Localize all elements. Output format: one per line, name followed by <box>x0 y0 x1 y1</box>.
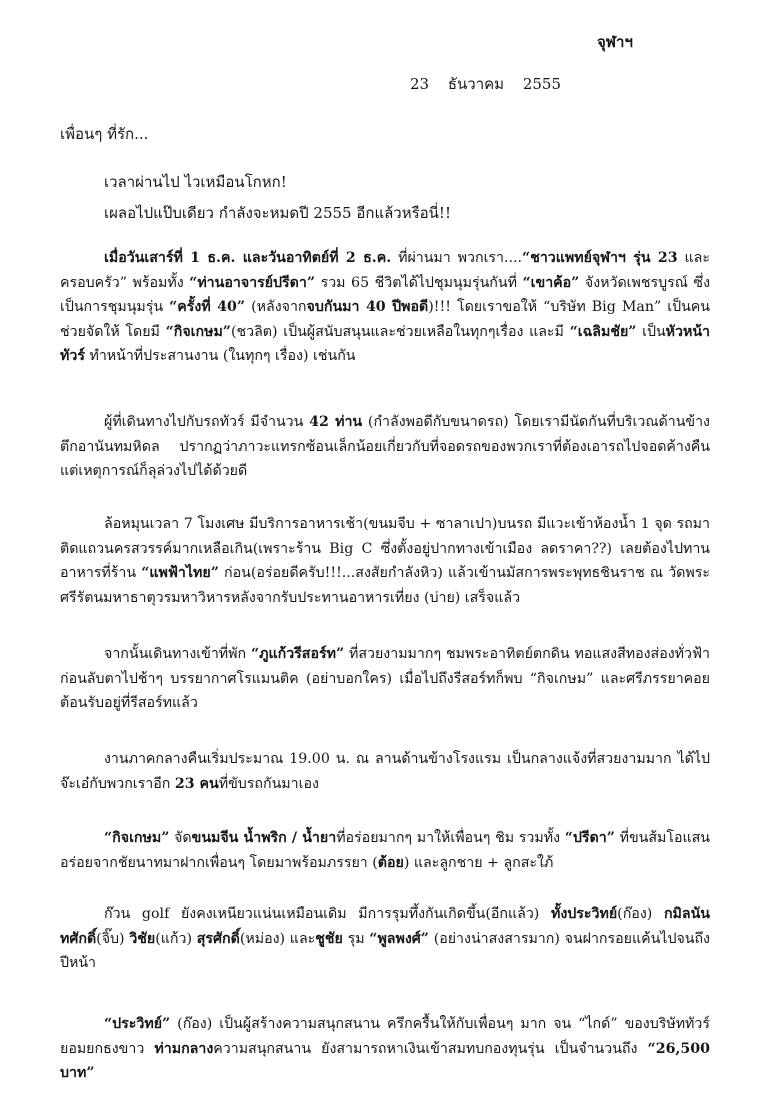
p6-t6: ที่ขนส้มโอแสนอร่อยจากชัยนาทมาฝากเพื่อนๆ โดยมาพร้อมภรรยา ( <box>60 830 711 871</box>
p7-t8: สุรศักดิ์ <box>196 930 240 947</box>
date-month: ธันวาคม <box>447 75 505 93</box>
date-day: 23 <box>410 75 430 93</box>
p6-t1: “กิจเกษม” <box>104 830 170 846</box>
p1-t7: “เขาค้อ” <box>522 274 580 291</box>
p1-t11: จบกันมา 40 ปีพอดี <box>306 299 429 315</box>
p1-t4: และครอบครัว” พร้อมทั้ง <box>60 250 710 291</box>
paragraph-bus-trip <box>60 410 710 484</box>
p2-t3: (กำลังพอดีกับขนาดรถ) โดยเรามีนัดกันที่บริเวณด้านข้างตึกอานันทมหิดล ปรากฏว่าภาวะแทรกซ้อนเล็กน้อยเกี่ยวกับที่จอดรถของพวกเราที่ต้องเอารถไปจอดค้างคืน แต่เหตุการณ์ก็ลุล่วงไปได้ด้วยดี <box>60 414 710 479</box>
p4-t2: “ภูแก้วรีสอร์ท” <box>250 646 345 662</box>
p1-t12: )!!! โดยเราขอให้ “บริษัท Big Man” เป็นคนช่วยจัดให้ โดยมี <box>60 299 711 340</box>
p6-t7: ต้อย <box>377 854 404 871</box>
p4-t1: จากนั้นเดินทางเข้าที่พัก <box>104 646 251 662</box>
paragraph-resort <box>60 642 710 716</box>
p5-t2: 23 คน <box>174 775 219 792</box>
p1-t2: ที่ผ่านมา พวกเรา.... <box>391 250 523 266</box>
line-time-flies: เวลาผ่านไป ไวเหมือนโกหก! <box>104 173 287 191</box>
p4-t3: ที่สวยงามมากๆ ชมพระอาทิตย์ตกดิน ทอแสงสีทองส่องทั่วฟ้าก่อนลับตาไปช้าๆ บรรยากาศโรแมนติค (อย่าบอกใคร) เมื่อไปถึงรีสอร์ทก็พบ “กิจเกษม” และศรีภรรยาคอยต้อนรับอยู่ที่รีสอร์ทแล้ว <box>60 646 710 711</box>
p7-t12: “พูลพงศ์” <box>369 930 429 947</box>
p1-t6: รวม 65 ชีวิตได้ไปชุมนุมรุ่นกันที่ <box>315 274 523 291</box>
p1-t5: “ท่านอาจารย์ปรีดา” <box>189 274 316 291</box>
p7-t3: (ก๊อง) <box>617 906 664 922</box>
p5-t1: งานภาคกลางคืนเริ่มประมาณ 19.00 น. ณ ลานด้านข้างโรงแรม เป็นกลางแจ้งที่สวยงามมาก ได้ไปจ๊ะเอ๋กับพวกเราอีก <box>60 751 710 792</box>
p7-t6: วิชัย <box>129 930 156 947</box>
p7-t7: (แก้ว) <box>155 930 197 947</box>
paragraph-reunion <box>60 246 710 369</box>
p1-t8: จังหวัดเพชรบูรณ์ ซึ่งเป็นการชุมนุมรุ่น <box>60 274 710 315</box>
p1-t10: (หลังจาก <box>245 299 307 315</box>
paragraph-food <box>60 826 710 875</box>
letter-date <box>410 72 575 96</box>
p8-t5: “26,500 บาท” <box>60 1040 710 1081</box>
p1-t14: (ชวลิต) เป็นผู้สนับสนุนและช่วยเหลือในทุกๆเรื่อง และมี <box>230 323 570 340</box>
p8-t1: “ประวิทย์” <box>104 1016 171 1032</box>
p5-t3: ที่ขับรถกันมาเอง <box>218 775 319 792</box>
p6-t3: ขนมจีน น้ำพริก / น้ำยา <box>191 830 337 846</box>
p1-t15: “เฉลิมชัย” <box>569 323 637 340</box>
paragraph-golf <box>60 902 710 976</box>
paragraph-evening <box>60 747 710 796</box>
p2-t1: ผู้ที่เดินทางไปกับรถทัวร์ มีจำนวน <box>104 414 310 430</box>
line-year-end: เผลอไปแป๊บเดียว กำลังจะหมดปี 2555 อีกแล้วหรือนี่!! <box>104 204 451 222</box>
p1-t13: “กิจเกษม” <box>165 323 231 340</box>
p6-t2: จัด <box>169 830 192 846</box>
p3-t2: “แพฟ้าไทย” <box>141 565 219 581</box>
p8-t4: ความสนุกสนาน ยังสามารถหาเงินเข้าสมทบกองทุนรุ่น เป็นจำนวนถึง <box>213 1040 648 1057</box>
p7-t10: ชูชัย <box>315 930 343 947</box>
p2-t2: 42 ท่าน <box>309 414 363 430</box>
p1-t3: “ชาวแพทย์จุฬาฯ รุ่น 23 <box>522 250 678 266</box>
p1-t16: เป็น <box>636 323 666 340</box>
p1-t9: “ครั้งที่ 40” <box>169 299 246 315</box>
p1-t17: หัวหน้าทัวร์ <box>60 323 711 364</box>
p7-t1: ก๊วน golf ยังคงเหนียวแน่นเหมือนเดิม มีการรุมทึ้งกันเกิดขึ้น(อีกแล้ว) <box>104 906 551 922</box>
greeting: เพื่อนๆ ที่รัก... <box>60 125 149 143</box>
p1-t1: เมื่อวันเสาร์ที่ 1 ธ.ค. และวันอาทิตย์ที่ 2 ธ.ค. <box>104 250 392 266</box>
header-tag: จุฬาฯ <box>597 33 633 51</box>
p6-t4: ที่อร่อยมากๆ มาให้เพื่อนๆ ชิม รวมทั้ง <box>336 830 565 846</box>
p3-t3: ก่อน(อร่อยดีครับ!!!...สงสัยกำลังหิว) แล้วเข้านมัสการพระพุทธชินราช ณ วัดพระศรีรัตนมหาธาตุวรมหาวิหารหลังจากรับประทานอาหารเที่ยง (บ่าย) เสร็จแล้ว <box>60 565 710 606</box>
p7-t5: (จิ๊บ) <box>96 930 130 947</box>
p6-t5: “ปรีดา” <box>564 830 615 846</box>
paragraph-fundraising <box>60 1012 710 1086</box>
p6-t8: ) และลูกชาย + ลูกสะใภ้ <box>403 854 554 871</box>
p7-t9: (หม่อง) และ <box>239 930 316 947</box>
p3-t1: ล้อหมุนเวลา 7 โมงเศษ มีบริการอาหารเช้า(ขนมจีบ + ซาลาเปา)บนรถ มีแวะเข้าห้องน้ำ 1 จุด รถมาติดแถวนครสวรรค์มากเหลือเกิน(เพราะร้าน Big C ซึ่งตั้งอยู่ปากทางเข้าเมือง ลดราคา??) เลยต้องไปทานอาหารที่ร้าน <box>60 516 710 581</box>
date-year: 2555 <box>522 75 562 93</box>
p7-t4: กมิลนันทศักดิ์ <box>60 906 710 947</box>
paragraph-journey <box>60 512 710 610</box>
p7-t2: ทั้งประวิทย์ <box>551 906 618 922</box>
p8-t2: (ก๊อง) เป็นผู้สร้างความสนุกสนาน ครึกครื้นให้กับเพื่อนๆ มาก จน “ไกด์” ของบริษัททัวร์ยอมยกธงขาว <box>60 1016 710 1057</box>
p8-t3: ท่ามกลาง <box>154 1040 214 1057</box>
p1-t18: ทำหน้าที่ประสานงาน (ในทุกๆ เรื่อง) เช่นกัน <box>84 348 356 364</box>
p7-t11: รุม <box>342 930 370 947</box>
p7-t13: (อย่างน่าสงสารมาก) จนฝากรอยแค้นไปจนถึงปีหน้า <box>60 930 710 971</box>
